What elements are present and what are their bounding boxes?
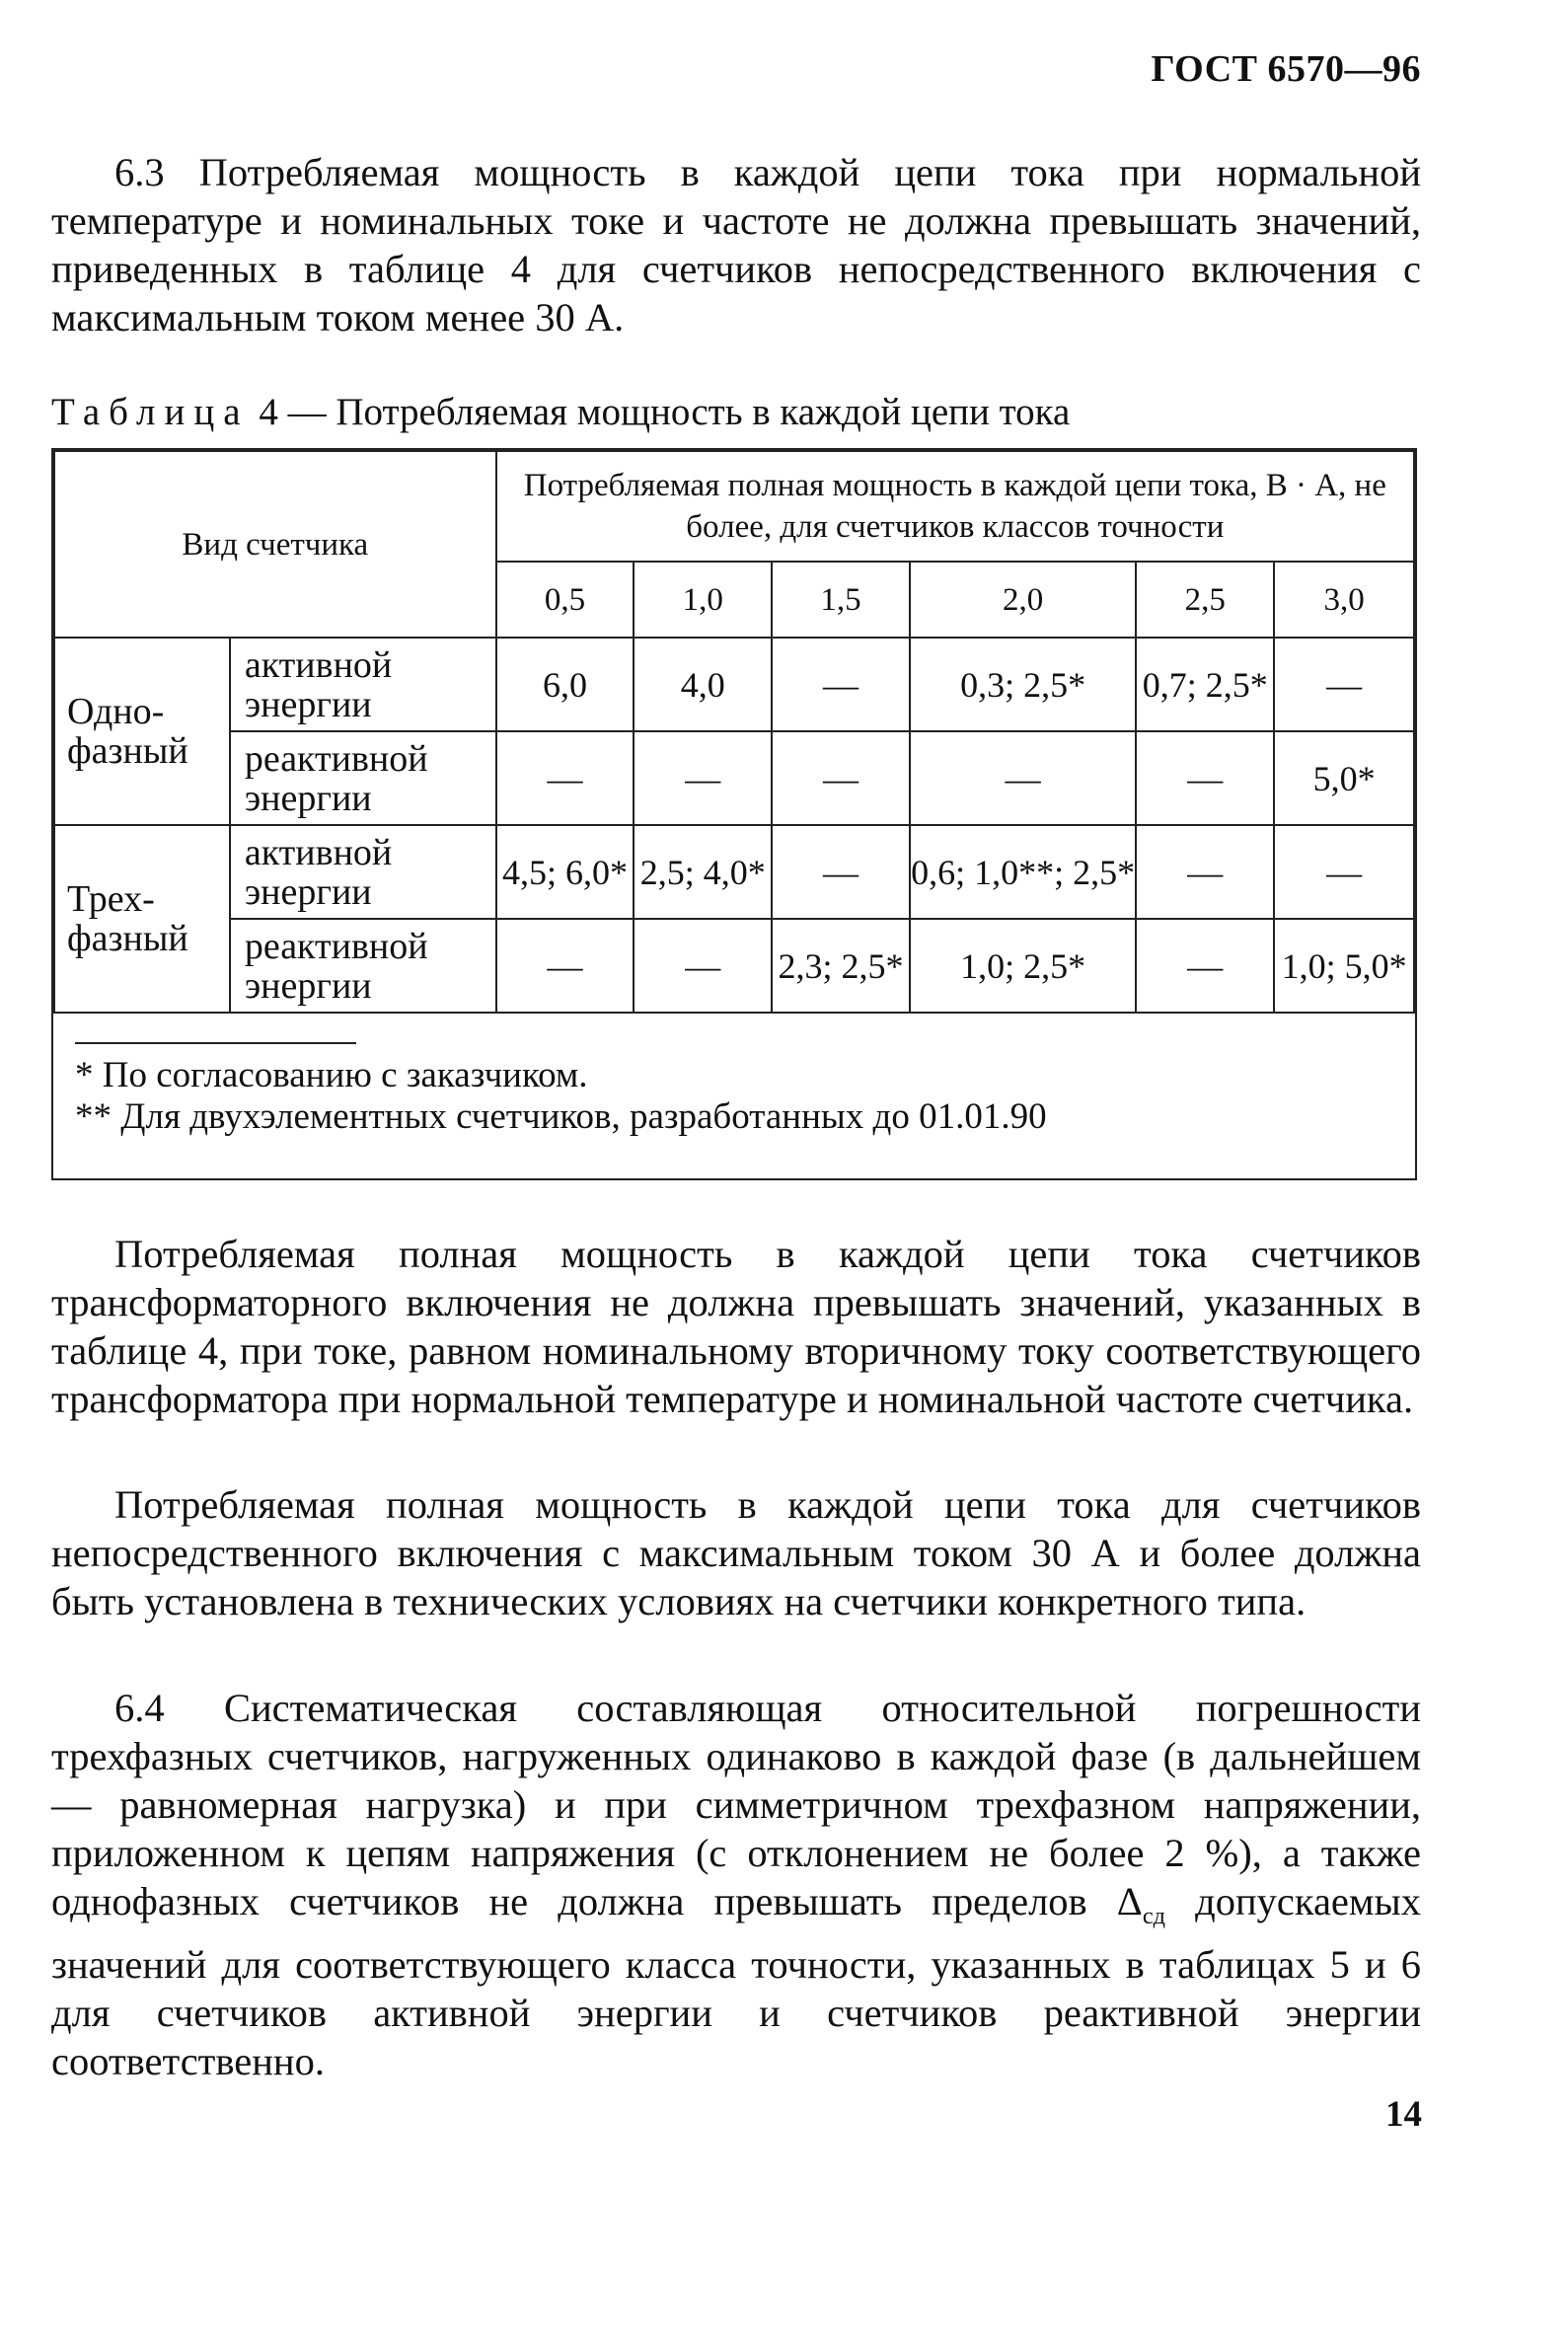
energy-type: активной энергии <box>230 825 496 919</box>
value-cell: — <box>634 919 772 1013</box>
footnote-divider <box>75 1042 356 1044</box>
delta-symbol: Δ <box>1116 1879 1143 1923</box>
value-cell: 5,0* <box>1274 731 1414 825</box>
value-cell: 0,6; 1,0**; 2,5* <box>910 825 1137 919</box>
energy-type: реактивной энергии <box>230 919 496 1013</box>
class-header: 2,5 <box>1136 562 1274 638</box>
power-table <box>53 450 1415 1014</box>
table-row <box>54 731 1414 825</box>
value-cell: — <box>496 919 635 1013</box>
paragraph-30a: Потребляемая полная мощность в каждой цепи тока для счетчиков непосредственного включения с максимальным током 30 А и более должна быть установлена в технических условиях на счетчики конкретного типа. <box>51 1482 1421 1623</box>
para-6-4-after: допускаемых значений для соответствующего класса точности, указанных в таблицах 5 и 6 для счетчиков активной энергии и счетчиков реактивной энергии соответственно. <box>51 1879 1421 2084</box>
paragraph-6-3: 6.3 Потребляемая мощность в каждой цепи тока при нормальной температуре и номинальных токе и частоте не должна превышать значений, приведенных в таблице 4 для счетчиков непосредственного включения с максимальным током менее 30 А. <box>51 150 1421 339</box>
value-cell: — <box>496 731 635 825</box>
table-4 <box>51 448 1417 1180</box>
table-caption <box>51 390 1070 435</box>
class-header: 0,5 <box>496 562 635 638</box>
class-header: 2,0 <box>910 562 1137 638</box>
value-cell: 1,0; 2,5* <box>910 919 1137 1013</box>
value-cell: — <box>910 731 1137 825</box>
footnote-2: ** Для двухэлементных счетчиков, разработанных до 01.01.90 <box>75 1096 1047 1137</box>
class-header: 1,0 <box>634 562 772 638</box>
class-header: 1,5 <box>772 562 910 638</box>
value-cell: 0,3; 2,5* <box>910 638 1137 731</box>
header-power: Потребляемая полная мощность в каждой цепи тока, В · А, не более, для счетчиков классов точности <box>496 451 1414 562</box>
table-row <box>54 825 1414 919</box>
table-caption-title: 4 — Потребляемая мощность в каждой цепи тока <box>259 391 1071 433</box>
value-cell: 1,0; 5,0* <box>1274 919 1414 1013</box>
document-header: ГОСТ 6570—96 <box>1151 48 1421 90</box>
value-cell: — <box>1274 825 1414 919</box>
kind-three-phase: Трех-фазный <box>54 825 230 1013</box>
value-cell: — <box>1136 731 1274 825</box>
value-cell: — <box>1274 638 1414 731</box>
value-cell: — <box>1136 919 1274 1013</box>
value-cell: 6,0 <box>496 638 635 731</box>
kind-single-phase: Одно-фазный <box>54 638 230 825</box>
value-cell: 2,5; 4,0* <box>634 825 772 919</box>
energy-type: активной энергии <box>230 638 496 731</box>
value-cell: — <box>772 825 910 919</box>
footnote-1: * По согласованию с заказчиком. <box>75 1055 588 1095</box>
value-cell: — <box>634 731 772 825</box>
paragraph-transformer: Потребляемая полная мощность в каждой цепи тока счетчиков трансформаторного включения не должна превышать значений, указанных в таблице 4, при токе, равном номинальному вторичному току соответствующего трансформатора при нормальной температуре и номинальной частоте счетчика. <box>51 1232 1421 1421</box>
table-row <box>54 919 1414 1013</box>
table-caption-label: Таблица <box>51 391 250 433</box>
value-cell: — <box>772 638 910 731</box>
value-cell: — <box>772 731 910 825</box>
value-cell: 4,5; 6,0* <box>496 825 635 919</box>
header-kind: Вид счетчика <box>54 451 496 638</box>
value-cell: — <box>1136 825 1274 919</box>
delta-subscript: сд <box>1142 1903 1165 1930</box>
value-cell: 4,0 <box>634 638 772 731</box>
value-cell: 0,7; 2,5* <box>1136 638 1274 731</box>
para-6-4-before: 6.4 Систематическая составляющая относительной погрешности трехфазных счетчиков, нагруженных одинаково в каждой фазе (в дальнейшем — равномерная нагрузка) и при симметричном трехфазном напряжении, приложенном к цепям напряжения (с отклонением не более 2 %), а также однофазных счетчиков не должна превышать пределов <box>51 1686 1421 1923</box>
table-row <box>54 638 1414 731</box>
page-number: 14 <box>1385 2094 1422 2135</box>
class-header: 3,0 <box>1274 562 1414 638</box>
paragraph-6-4 <box>51 1684 1421 2085</box>
energy-type: реактивной энергии <box>230 731 496 825</box>
value-cell: 2,3; 2,5* <box>772 919 910 1013</box>
